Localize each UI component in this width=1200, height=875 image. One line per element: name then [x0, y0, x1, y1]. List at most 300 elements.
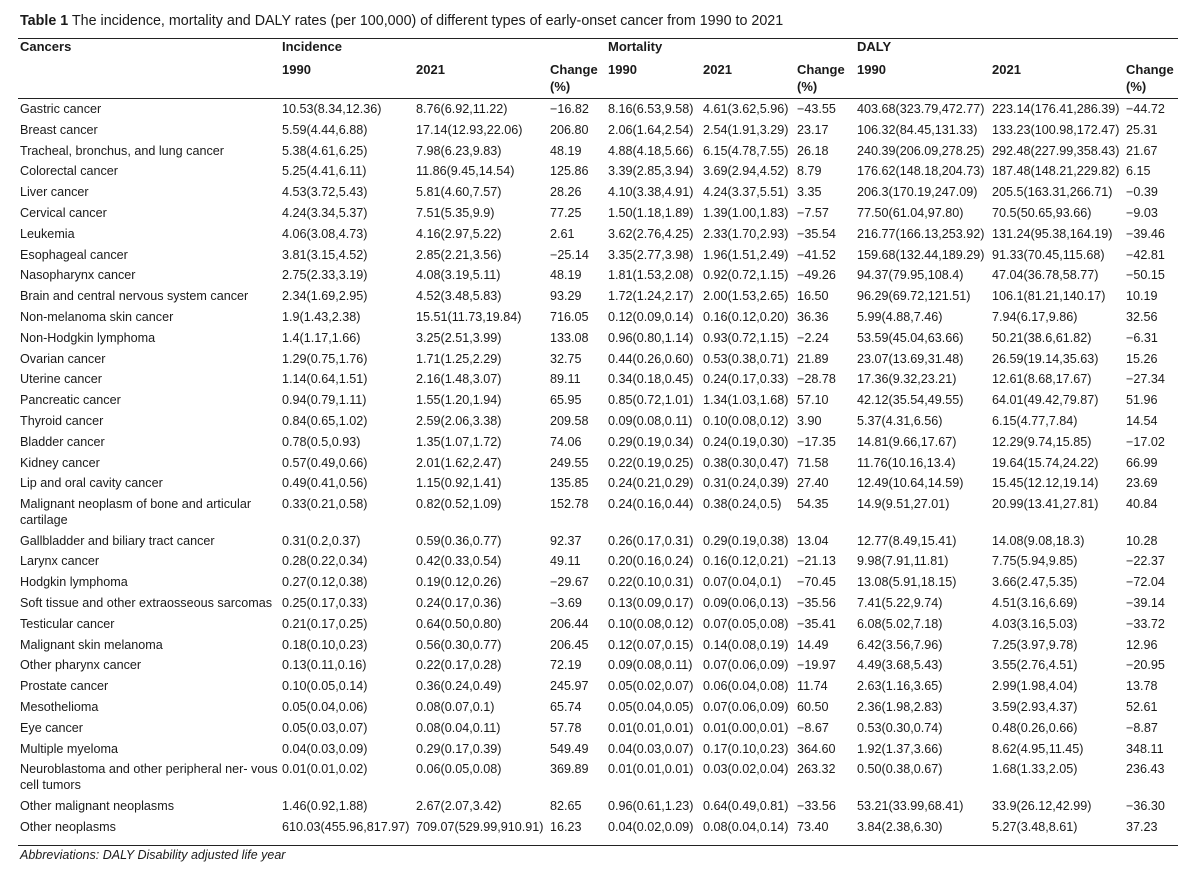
cell-mort-2021: 2.54(1.91,3.29) — [703, 122, 789, 137]
cell-inc-change: −29.67 — [550, 575, 589, 590]
cell-mort-2021: 4.24(3.37,5.51) — [703, 185, 789, 200]
cell-inc-change: 206.45 — [550, 637, 589, 652]
cell-daly-1990: 176.62(148.18,204.73) — [857, 164, 985, 179]
cell-inc-1990: 0.31(0.2,0.37) — [282, 533, 361, 548]
cell-daly-change: 6.15 — [1126, 164, 1151, 179]
cell-mort-change: 3.35 — [797, 185, 822, 200]
cell-daly-1990: 2.36(1.98,2.83) — [857, 700, 943, 715]
cell-inc-change: −16.82 — [550, 102, 589, 116]
cell-daly-1990: 14.81(9.66,17.67) — [857, 434, 957, 449]
cell-daly-1990: 14.9(9.51,27.01) — [857, 497, 950, 512]
cell-inc-1990: 10.53(8.34,12.36) — [282, 102, 382, 116]
cell-inc-2021: 1.71(1.25,2.29) — [416, 351, 502, 366]
cell-mort-change: 73.40 — [797, 819, 829, 834]
cell-inc-2021: 0.06(0.05,0.08) — [416, 762, 502, 777]
cell-daly-change: 12.96 — [1126, 637, 1158, 652]
cell-daly-1990: 6.08(5.02,7.18) — [857, 616, 943, 631]
cell-daly-2021: 4.51(3.16,6.69) — [992, 596, 1078, 611]
cell-inc-2021: 1.35(1.07,1.72) — [416, 434, 502, 449]
cell-daly-2021: 50.21(38.6,61.82) — [992, 330, 1092, 345]
cell-mort-1990: 0.09(0.08,0.11) — [608, 413, 693, 428]
cell-inc-2021: 7.51(5.35,9.9) — [416, 205, 495, 220]
cell-daly-1990: 2.63(1.16,3.65) — [857, 679, 943, 694]
cell-mort-2021: 0.38(0.30,0.47) — [703, 455, 789, 470]
cell-inc-2021: 0.42(0.33,0.54) — [416, 554, 502, 569]
table-row — [18, 697, 1178, 718]
table-row — [18, 203, 1178, 224]
cell-inc-1990: 0.10(0.05,0.14) — [282, 679, 368, 694]
cell-daly-2021: 3.55(2.76,4.51) — [992, 658, 1078, 673]
cell-mort-change: 14.49 — [797, 637, 829, 652]
cell-daly-2021: 15.45(12.12,19.14) — [992, 476, 1099, 491]
cell-daly-2021: 33.9(26.12,42.99) — [992, 798, 1092, 813]
cell-daly-1990: 77.50(61.04,97.80) — [857, 205, 964, 220]
cell-inc-2021: 8.76(6.92,11.22) — [416, 102, 508, 116]
table-row — [18, 718, 1178, 739]
cell-mort-1990: 2.06(1.64,2.54) — [608, 122, 694, 137]
cell-inc-change: 249.55 — [550, 455, 589, 470]
cell-daly-change: 23.69 — [1126, 476, 1158, 491]
cell-mort-1990: 8.16(6.53,9.58) — [608, 102, 694, 116]
cell-inc-change: 72.19 — [550, 658, 582, 673]
table-row — [18, 739, 1178, 760]
cell-inc-2021: 709.07(529.99,910.91) — [416, 819, 544, 834]
table-row — [18, 473, 1178, 494]
cell-inc-change: 206.80 — [550, 122, 589, 137]
cell-daly-2021: 187.48(148.21,229.82) — [992, 164, 1120, 179]
cell-inc-1990: 1.9(1.43,2.38) — [282, 309, 361, 324]
cancer-name-cell: Nasopharynx cancer — [20, 268, 136, 283]
cell-inc-change: 65.74 — [550, 700, 582, 715]
cell-mort-change: 263.32 — [797, 762, 836, 777]
cell-mort-2021: 0.92(0.72,1.15) — [703, 268, 789, 283]
cell-mort-1990: 3.39(2.85,3.94) — [608, 164, 694, 179]
cell-daly-2021: 7.25(3.97,9.78) — [992, 637, 1078, 652]
cell-daly-change: −39.46 — [1126, 226, 1165, 241]
cell-daly-2021: 205.5(163.31,266.71) — [992, 185, 1113, 200]
cell-daly-change: −8.87 — [1126, 720, 1158, 735]
cell-mort-change: 57.10 — [797, 393, 829, 408]
cancer-name-cell: Breast cancer — [20, 122, 98, 137]
cell-inc-change: 57.78 — [550, 720, 582, 735]
header-mortality: Mortality — [608, 39, 663, 54]
cell-mort-1990: 0.10(0.08,0.12) — [608, 616, 694, 631]
cell-daly-2021: 0.48(0.26,0.66) — [992, 720, 1078, 735]
cell-daly-2021: 292.48(227.99,358.43) — [992, 143, 1120, 158]
cell-inc-2021: 15.51(11.73,19.84) — [416, 309, 522, 324]
table-row — [18, 614, 1178, 635]
cell-inc-change: 48.19 — [550, 143, 582, 158]
cell-daly-2021: 4.03(3.16,5.03) — [992, 616, 1078, 631]
cancer-name-cell: Non-Hodgkin lymphoma — [20, 330, 156, 345]
cell-inc-2021: 0.24(0.17,0.36) — [416, 596, 502, 611]
cell-inc-1990: 0.13(0.11,0.16) — [282, 658, 367, 673]
header-incidence: Incidence — [282, 39, 342, 54]
cell-inc-change: 125.86 — [550, 164, 589, 179]
cancer-name-cell: Multiple myeloma — [20, 741, 118, 756]
cell-inc-2021: 3.25(2.51,3.99) — [416, 330, 502, 345]
cell-daly-1990: 9.98(7.91,11.81) — [857, 554, 949, 569]
table-row — [18, 593, 1178, 614]
cell-inc-1990: 0.94(0.79,1.11) — [282, 393, 367, 408]
cell-mort-2021: 0.01(0.00,0.01) — [703, 720, 789, 735]
cancer-name-cell: Malignant skin melanoma — [20, 637, 163, 652]
cell-inc-change: 74.06 — [550, 434, 582, 449]
cell-mort-change: 21.89 — [797, 351, 829, 366]
cell-daly-1990: 13.08(5.91,18.15) — [857, 575, 957, 590]
cell-inc-change: 48.19 — [550, 268, 582, 283]
cell-mort-2021: 6.15(4.78,7.55) — [703, 143, 789, 158]
table-row — [18, 141, 1178, 162]
table-row — [18, 572, 1178, 593]
cell-mort-change: −2.24 — [797, 330, 829, 345]
cell-mort-2021: 2.00(1.53,2.65) — [703, 289, 789, 304]
cell-inc-1990: 4.06(3.08,4.73) — [282, 226, 368, 241]
cell-mort-1990: 1.50(1.18,1.89) — [608, 205, 694, 220]
cell-inc-1990: 3.81(3.15,4.52) — [282, 247, 368, 262]
cancer-name-cell: Bladder cancer — [20, 434, 105, 449]
cancer-name-cell: Soft tissue and other extraosseous sarcomas — [20, 596, 273, 611]
cell-mort-1990: 0.29(0.19,0.34) — [608, 434, 694, 449]
cell-daly-1990: 0.50(0.38,0.67) — [857, 762, 943, 777]
cell-mort-1990: 0.34(0.18,0.45) — [608, 372, 694, 387]
cell-daly-2021: 1.68(1.33,2.05) — [992, 762, 1078, 777]
cell-mort-change: −35.54 — [797, 226, 836, 241]
cell-inc-2021: 0.64(0.50,0.80) — [416, 616, 502, 631]
cell-daly-1990: 4.49(3.68,5.43) — [857, 658, 943, 673]
cell-inc-2021: 2.59(2.06,3.38) — [416, 413, 502, 428]
cancer-name-cell: Liver cancer — [20, 185, 89, 200]
header-inc-2021: 2021 — [416, 62, 445, 77]
cell-mort-1990: 0.22(0.19,0.25) — [608, 455, 694, 470]
cancer-name-cell: Larynx cancer — [20, 554, 100, 569]
cell-inc-2021: 7.98(6.23,9.83) — [416, 143, 502, 158]
cell-inc-2021: 2.67(2.07,3.42) — [416, 798, 502, 813]
table-row — [18, 161, 1178, 182]
cell-mort-2021: 3.69(2.94,4.52) — [703, 164, 789, 179]
footnote-text: Disability adjusted life year — [137, 848, 286, 862]
cancer-name-cell: Pancreatic cancer — [20, 393, 121, 408]
header-daly-1990: 1990 — [857, 62, 886, 77]
table-row — [18, 349, 1178, 370]
cell-mort-change: −21.13 — [797, 554, 836, 569]
cell-daly-change: −33.72 — [1126, 616, 1165, 631]
cell-daly-change: 21.67 — [1126, 143, 1158, 158]
cell-inc-1990: 0.28(0.22,0.34) — [282, 554, 368, 569]
header-daly-2021: 2021 — [992, 62, 1021, 77]
cell-inc-change: 2.61 — [550, 226, 575, 241]
cell-mort-1990: 0.05(0.04,0.05) — [608, 700, 694, 715]
cancer-name-cell: Gastric cancer — [20, 102, 102, 116]
cell-inc-1990: 0.25(0.17,0.33) — [282, 596, 368, 611]
cell-mort-1990: 0.96(0.61,1.23) — [608, 798, 694, 813]
cell-daly-change: −72.04 — [1126, 575, 1165, 590]
cell-daly-change: 37.23 — [1126, 819, 1158, 834]
header-daly: DALY — [857, 39, 892, 54]
cell-inc-change: 16.23 — [550, 819, 582, 834]
footnote-label: Abbreviations: — [20, 848, 100, 862]
cell-mort-2021: 1.39(1.00,1.83) — [703, 205, 789, 220]
cell-mort-2021: 0.07(0.04,0.1) — [703, 575, 782, 590]
cell-daly-1990: 5.37(4.31,6.56) — [857, 413, 943, 428]
cell-mort-change: 60.50 — [797, 700, 829, 715]
cell-mort-1990: 0.13(0.09,0.17) — [608, 596, 694, 611]
cell-daly-1990: 159.68(132.44,189.29) — [857, 247, 985, 262]
cancer-name-cell: Brain and central nervous system cancer — [20, 289, 249, 304]
cell-mort-2021: 0.14(0.08,0.19) — [703, 637, 789, 652]
data-table — [18, 39, 1178, 838]
table-row — [18, 265, 1178, 286]
cell-mort-2021: 4.61(3.62,5.96) — [703, 102, 789, 116]
cancer-name-cell: Cervical cancer — [20, 205, 107, 220]
cell-mort-2021: 0.10(0.08,0.12) — [703, 413, 789, 428]
cell-inc-2021: 0.19(0.12,0.26) — [416, 575, 502, 590]
cell-mort-change: −35.56 — [797, 596, 836, 611]
cell-mort-change: 36.36 — [797, 309, 829, 324]
cell-mort-1990: 0.01(0.01,0.01) — [608, 720, 694, 735]
cell-daly-2021: 133.23(100.98,172.47) — [992, 122, 1120, 137]
table-row — [18, 655, 1178, 676]
cell-mort-change: −43.55 — [797, 102, 836, 116]
cell-daly-change: −0.39 — [1126, 185, 1158, 200]
table-row — [18, 494, 1178, 531]
cell-inc-1990: 0.78(0.5,0.93) — [282, 434, 361, 449]
footnote-abbr: DALY — [102, 848, 134, 862]
cell-daly-change: 348.11 — [1126, 741, 1164, 756]
cell-inc-1990: 1.14(0.64,1.51) — [282, 372, 368, 387]
table-row — [18, 328, 1178, 349]
cell-daly-change: 236.43 — [1126, 762, 1165, 777]
cell-daly-2021: 19.64(15.74,24.22) — [992, 455, 1099, 470]
cell-daly-change: −44.72 — [1126, 102, 1165, 116]
cell-mort-change: −8.67 — [797, 720, 829, 735]
cell-daly-2021: 106.1(81.21,140.17) — [992, 289, 1106, 304]
cell-daly-2021: 47.04(36.78,58.77) — [992, 268, 1099, 283]
cell-daly-1990: 216.77(166.13,253.92) — [857, 226, 985, 241]
cell-mort-change: 3.90 — [797, 413, 822, 428]
cell-daly-1990: 0.53(0.30,0.74) — [857, 720, 943, 735]
cell-inc-change: 209.58 — [550, 413, 589, 428]
cell-mort-1990: 0.05(0.02,0.07) — [608, 679, 694, 694]
cell-mort-1990: 0.09(0.08,0.11) — [608, 658, 693, 673]
cell-daly-1990: 53.59(45.04,63.66) — [857, 330, 964, 345]
cell-inc-2021: 4.08(3.19,5.11) — [416, 268, 501, 283]
cancer-name-cell: Other malignant neoplasms — [20, 798, 175, 813]
cell-daly-1990: 42.12(35.54,49.55) — [857, 393, 964, 408]
cell-daly-change: −42.81 — [1126, 247, 1165, 262]
cancer-name-cell: Other pharynx cancer — [20, 658, 142, 673]
cell-daly-change: 25.31 — [1126, 122, 1158, 137]
cell-daly-2021: 7.75(5.94,9.85) — [992, 554, 1078, 569]
cell-daly-change: 40.84 — [1126, 497, 1158, 512]
cell-inc-2021: 4.16(2.97,5.22) — [416, 226, 502, 241]
cell-daly-2021: 20.99(13.41,27.81) — [992, 497, 1099, 512]
cell-daly-change: −27.34 — [1126, 372, 1165, 387]
cell-inc-1990: 610.03(455.96,817.97) — [282, 819, 410, 834]
cell-daly-change: 51.96 — [1126, 393, 1158, 408]
header-blank — [18, 58, 280, 99]
table-caption — [20, 13, 783, 29]
cell-mort-2021: 0.93(0.72,1.15) — [703, 330, 789, 345]
table-row — [18, 390, 1178, 411]
cell-mort-change: −35.41 — [797, 616, 836, 631]
cell-mort-1990: 4.88(4.18,5.66) — [608, 143, 694, 158]
cell-inc-1990: 5.59(4.44,6.88) — [282, 122, 368, 137]
header-row-groups — [18, 39, 1178, 58]
cell-inc-2021: 17.14(12.93,22.06) — [416, 122, 523, 137]
cell-inc-1990: 0.49(0.41,0.56) — [282, 476, 368, 491]
cell-daly-1990: 1.92(1.37,3.66) — [857, 741, 943, 756]
cell-inc-2021: 0.08(0.04,0.11) — [416, 720, 501, 735]
cell-mort-1990: 0.96(0.80,1.14) — [608, 330, 694, 345]
cell-mort-1990: 0.26(0.17,0.31) — [608, 533, 694, 548]
table-row — [18, 676, 1178, 697]
cancer-name-cell: Colorectal cancer — [20, 164, 118, 179]
cell-inc-1990: 4.24(3.34,5.37) — [282, 205, 368, 220]
cell-inc-change: 49.11 — [550, 554, 581, 569]
table-row — [18, 182, 1178, 203]
cell-daly-2021: 5.27(3.48,8.61) — [992, 819, 1078, 834]
cell-inc-2021: 0.29(0.17,0.39) — [416, 741, 502, 756]
cancer-name-cell: Testicular cancer — [20, 616, 115, 631]
cell-daly-2021: 12.29(9.74,15.85) — [992, 434, 1092, 449]
cell-mort-1990: 0.22(0.10,0.31) — [608, 575, 694, 590]
cell-inc-2021: 2.01(1.62,2.47) — [416, 455, 502, 470]
header-cancers: Cancers — [20, 39, 72, 54]
cell-daly-1990: 206.3(170.19,247.09) — [857, 185, 978, 200]
cell-daly-1990: 23.07(13.69,31.48) — [857, 351, 964, 366]
cell-mort-2021: 0.17(0.10,0.23) — [703, 741, 789, 756]
cell-mort-1990: 3.35(2.77,3.98) — [608, 247, 694, 262]
cell-daly-change: −9.03 — [1126, 205, 1158, 220]
cell-inc-change: 206.44 — [550, 616, 589, 631]
cell-daly-1990: 6.42(3.56,7.96) — [857, 637, 943, 652]
cell-daly-2021: 3.59(2.93,4.37) — [992, 700, 1078, 715]
cell-mort-change: −70.45 — [797, 575, 836, 590]
cell-inc-1990: 0.18(0.10,0.23) — [282, 637, 368, 652]
cell-mort-1990: 0.20(0.16,0.24) — [608, 554, 694, 569]
cell-mort-change: 26.18 — [797, 143, 829, 158]
table-row — [18, 759, 1178, 796]
cancer-name-cell: Mesothelioma — [20, 700, 99, 715]
table-row — [18, 432, 1178, 453]
cell-inc-2021: 11.86(9.45,14.54) — [416, 164, 515, 179]
cell-daly-change: 15.26 — [1126, 351, 1158, 366]
cell-daly-2021: 7.94(6.17,9.86) — [992, 309, 1078, 324]
cell-inc-2021: 0.59(0.36,0.77) — [416, 533, 502, 548]
cell-daly-2021: 6.15(4.77,7.84) — [992, 413, 1078, 428]
cell-mort-2021: 1.34(1.03,1.68) — [703, 393, 789, 408]
cell-inc-2021: 1.15(0.92,1.41) — [416, 476, 502, 491]
cell-inc-change: 152.78 — [550, 497, 589, 512]
cell-mort-2021: 1.96(1.51,2.49) — [703, 247, 789, 262]
cell-mort-change: −41.52 — [797, 247, 836, 262]
cell-mort-change: −19.97 — [797, 658, 836, 673]
cell-mort-2021: 0.16(0.12,0.21) — [703, 554, 789, 569]
cell-mort-change: −7.57 — [797, 205, 829, 220]
cancer-name-cell: Uterine cancer — [20, 372, 102, 387]
cell-inc-2021: 4.52(3.48,5.83) — [416, 289, 502, 304]
cell-inc-change: 93.29 — [550, 289, 582, 304]
cell-mort-change: 23.17 — [797, 122, 829, 137]
cell-mort-2021: 0.06(0.04,0.08) — [703, 679, 789, 694]
cell-daly-change: 10.28 — [1126, 533, 1158, 548]
table-row — [18, 411, 1178, 432]
cell-inc-1990: 4.53(3.72,5.43) — [282, 185, 368, 200]
table-row — [18, 286, 1178, 307]
cell-daly-2021: 64.01(49.42,79.87) — [992, 393, 1099, 408]
header-mort-1990: 1990 — [608, 62, 637, 77]
cell-mort-change: −49.26 — [797, 268, 836, 283]
cell-inc-2021: 0.08(0.07,0.1) — [416, 700, 495, 715]
cell-daly-1990: 12.49(10.64,14.59) — [857, 476, 964, 491]
cell-mort-1990: 3.62(2.76,4.25) — [608, 226, 694, 241]
cell-daly-2021: 2.99(1.98,4.04) — [992, 679, 1078, 694]
cell-daly-1990: 11.76(10.16,13.4) — [857, 455, 956, 470]
cell-inc-1990: 0.05(0.03,0.07) — [282, 720, 368, 735]
table-body — [18, 99, 1178, 838]
cell-mort-2021: 2.33(1.70,2.93) — [703, 226, 789, 241]
footnote — [20, 848, 285, 862]
cell-inc-change: 65.95 — [550, 393, 582, 408]
table-row — [18, 635, 1178, 656]
cell-mort-change: 71.58 — [797, 455, 829, 470]
cell-daly-change: 32.56 — [1126, 309, 1158, 324]
cell-daly-change: 52.61 — [1126, 700, 1158, 715]
cell-daly-1990: 17.36(9.32,23.21) — [857, 372, 957, 387]
cell-inc-change: 32.75 — [550, 351, 582, 366]
cell-mort-change: −28.78 — [797, 372, 836, 387]
cell-daly-change: 13.78 — [1126, 679, 1158, 694]
cell-inc-2021: 0.82(0.52,1.09) — [416, 497, 502, 512]
cell-mort-1990: 1.72(1.24,2.17) — [608, 289, 694, 304]
cell-inc-1990: 5.25(4.41,6.11) — [282, 164, 367, 179]
cancer-name-cell: Leukemia — [20, 226, 75, 241]
cell-inc-change: 92.37 — [550, 533, 582, 548]
cell-daly-change: −17.02 — [1126, 434, 1165, 449]
cell-mort-1990: 0.85(0.72,1.01) — [608, 393, 694, 408]
cell-daly-2021: 26.59(19.14,35.63) — [992, 351, 1099, 366]
cell-inc-1990: 1.4(1.17,1.66) — [282, 330, 361, 345]
cell-mort-1990: 0.44(0.26,0.60) — [608, 351, 694, 366]
table-row — [18, 245, 1178, 266]
cancer-name-cell: Esophageal cancer — [20, 247, 128, 262]
cancer-name-cell: Kidney cancer — [20, 455, 100, 470]
cell-mort-change: 8.79 — [797, 164, 822, 179]
cell-inc-2021: 0.22(0.17,0.28) — [416, 658, 502, 673]
cancer-name-cell: Tracheal, bronchus, and lung cancer — [20, 143, 224, 158]
header-row-years — [18, 58, 1178, 99]
cell-mort-1990: 0.24(0.21,0.29) — [608, 476, 694, 491]
table-row — [18, 307, 1178, 328]
cell-inc-1990: 0.33(0.21,0.58) — [282, 497, 368, 512]
cell-mort-2021: 0.07(0.06,0.09) — [703, 658, 789, 673]
cell-mort-2021: 0.08(0.04,0.14) — [703, 819, 789, 834]
table-row — [18, 224, 1178, 245]
cell-mort-change: 13.04 — [797, 533, 829, 548]
cell-inc-2021: 0.36(0.24,0.49) — [416, 679, 502, 694]
cell-inc-1990: 0.84(0.65,1.02) — [282, 413, 368, 428]
cell-inc-1990: 2.75(2.33,3.19) — [282, 268, 368, 283]
cell-daly-change: 10.19 — [1126, 289, 1158, 304]
header-mort-change: Change (%) — [797, 62, 845, 94]
cell-inc-change: 133.08 — [550, 330, 589, 345]
cell-daly-change: −39.14 — [1126, 596, 1165, 611]
bottom-rule — [18, 845, 1178, 846]
cell-mort-2021: 0.29(0.19,0.38) — [703, 533, 789, 548]
cell-mort-2021: 0.38(0.24,0.5) — [703, 497, 782, 512]
cell-daly-2021: 3.66(2.47,5.35) — [992, 575, 1078, 590]
